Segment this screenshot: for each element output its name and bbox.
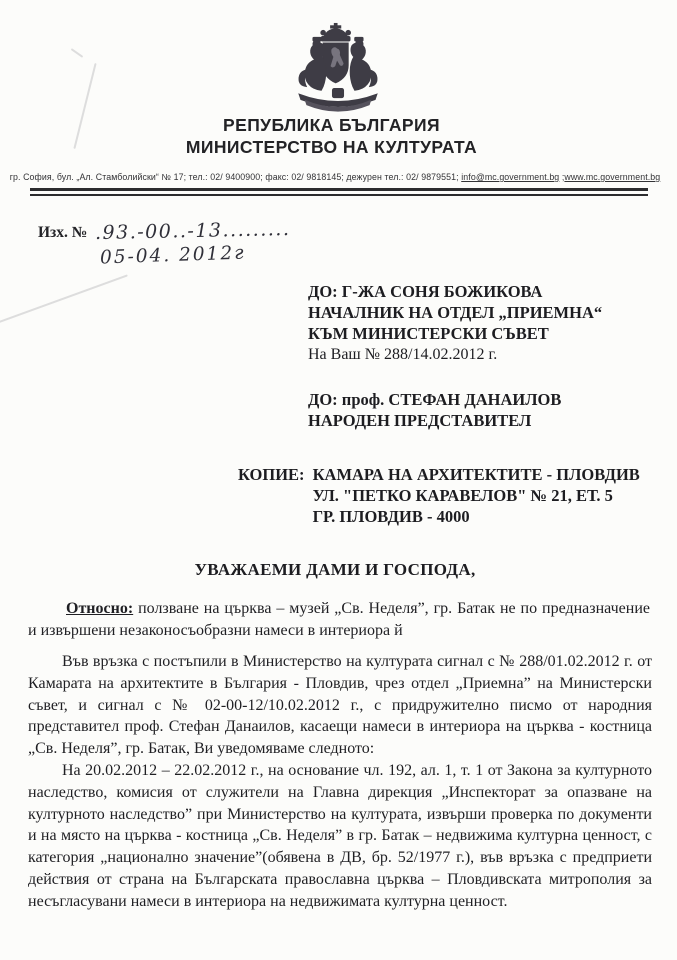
recipient-line: УЛ. "ПЕТКО КАРАВЕЛОВ" № 21, ЕТ. 5	[312, 486, 613, 505]
scan-artifact	[71, 48, 84, 58]
your-ref-line: На Ваш № 288/14.02.2012 г.	[308, 346, 498, 363]
salutation: УВАЖАЕМИ ДАМИ И ГОСПОДА,	[194, 560, 476, 579]
copy-label: КОПИЕ:	[238, 465, 305, 484]
header-divider	[30, 188, 648, 196]
ref-number-handwritten: .93.-00..-13.........	[95, 217, 291, 245]
subject-label: Относно:	[66, 600, 134, 617]
ref-number-label: Изх. №	[38, 224, 88, 241]
recipient-line: КЪМ МИНИСТЕРСКИ СЪВЕТ	[308, 324, 549, 343]
contact-line	[0, 172, 670, 182]
ref-date-handwritten: 05-04. 2012г	[99, 242, 246, 269]
subject-block	[28, 598, 650, 642]
recipient-secondary-block	[308, 389, 561, 431]
ministry-title: МИНИСТЕРСТВО НА КУЛТУРАТА	[185, 137, 478, 157]
body-paragraph-2: На 20.02.2012 – 22.02.2012 г., на основание чл. 192, ал. 1, т. 1 от Закона за културното наследство, комисия от служители на Главна дирекция „Инспекторат за опазване на културното наследство” при Министерство на културата, извърши проверка по документи и на място на църква - костница „Св. Неделя” в гр. Батак – недвижима културна ценност, с категория „национално значение”(обявена в ДВ, бр. 52/1977 г.), във връзка с предприети действия от страна на Българската православна църква – Пловдивската митрополия за несъгласувани намеси в интериора на недвижимата културна ценност.	[28, 761, 652, 910]
body-paragraph-1: Във връзка с постъпили в Министерство на културата сигнал с № 288/01.02.2012 г. от Камарата на архитектите в България - Пловдив, чрез отдел „Приемна” на Министерски съвет, и сигнал с № 02-00-12/10.02.2012 г., с придружително писмо от народния представител проф. Стефан Данаилов, касаещи намеси в интериора на църква - костница „Св. Неделя”, гр. Батак, Ви уведомяваме следното:	[28, 653, 652, 758]
copy-address-lines	[313, 464, 640, 527]
letter-body	[28, 651, 652, 913]
contact-separator: ;	[559, 172, 565, 182]
republic-title: РЕПУБЛИКА БЪЛГАРИЯ	[223, 115, 440, 135]
recipient-primary-block	[308, 281, 602, 365]
subject-text: ползване на църква – музей „Св. Неделя”, гр. Батак не по предназначение и извършени незаконосъобразни намеси в интериора й	[28, 600, 650, 639]
outgoing-ref-row	[38, 217, 291, 245]
recipient-line: ДО: проф. СТЕФАН ДАНАИЛОВ	[308, 390, 562, 409]
bulgaria-coat-of-arms-icon	[273, 20, 403, 116]
email-link: info@mc.government.bg	[461, 172, 560, 182]
recipient-line: ДО: Г-ЖА СОНЯ БОЖИКОВА	[308, 282, 543, 301]
scan-artifact	[0, 274, 128, 327]
recipient-line: ГР. ПЛОВДИВ - 4000	[312, 507, 470, 526]
contact-address-text: гр. София, бул. „Ал. Стамболийски“ № 17; тел.: 02/ 9400900; факс: 02/ 9818145; дежурен тел.: 02/ 9879551;	[9, 172, 462, 182]
recipient-line: НАРОДЕН ПРЕДСТАВИТЕЛ	[308, 411, 532, 430]
recipient-line: НАЧАЛНИК НА ОТДЕЛ „ПРИЕМНА“	[308, 303, 603, 322]
copy-recipient-block	[238, 464, 640, 527]
recipient-line: КАМАРА НА АРХИТЕКТИТЕ - ПЛОВДИВ	[312, 465, 640, 484]
website-link: www.mc.government.bg	[564, 172, 661, 182]
